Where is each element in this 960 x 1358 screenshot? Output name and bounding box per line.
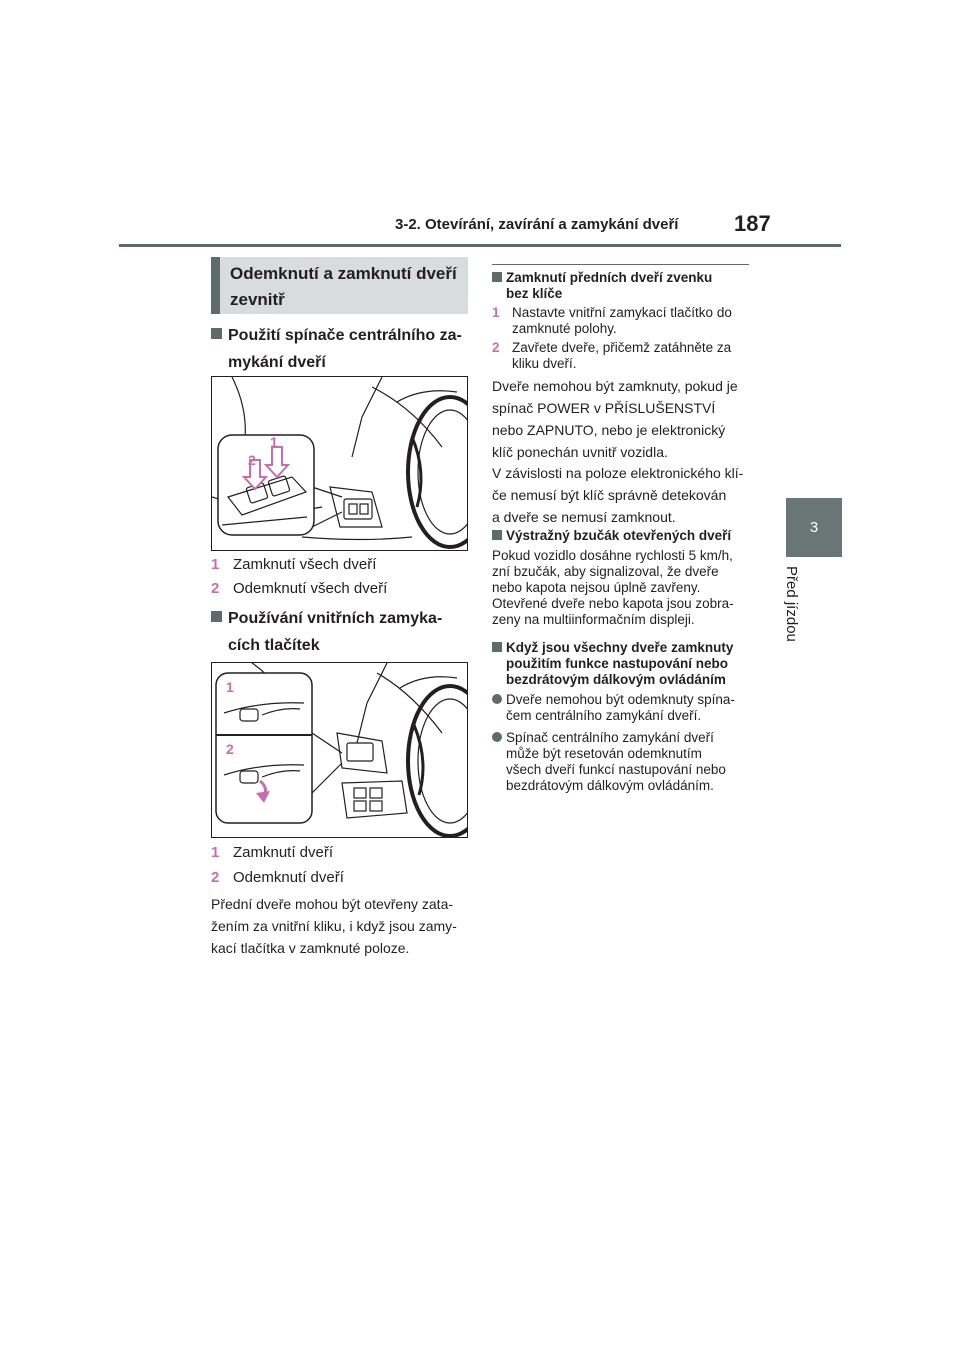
step-1 [492, 305, 774, 337]
subheading-line2: použitím funkce nastupování nebo [506, 656, 729, 671]
figure-inside-lock-button [211, 662, 468, 838]
text-line: nebo ZAPNUTO, nebo je elektronický [492, 422, 726, 438]
paragraph-open-door-buzzer [492, 548, 754, 628]
step-number: 1 [211, 556, 220, 573]
paragraph-lock-conditions [492, 375, 754, 463]
chapter-label: Před jízdou [783, 566, 800, 642]
bullet-line3: všech dveří funkcí nastupování nebo [506, 762, 726, 777]
subheading-line2: cích tlačítek [228, 637, 320, 654]
step-number: 1 [211, 844, 220, 861]
step-line1: Nastavte vnitřní zamykací tlačítko do [512, 305, 732, 320]
subheading-lock-without-key [492, 270, 754, 302]
subheading-line1: Použití spínače centrálního za- [228, 327, 462, 344]
step-number: 2 [211, 580, 220, 597]
subheading-line3: bezdrátovým dálkovým ovládáním [506, 672, 726, 687]
bullet-item [492, 692, 754, 724]
subheading-line1: Když jsou všechny dveře zamknuty [506, 640, 734, 655]
subheading-all-doors-locked [492, 640, 754, 688]
right-column-rule [492, 264, 749, 265]
step-1 [211, 844, 333, 861]
page-number: 187 [734, 211, 771, 236]
bullet-line4: bezdrátovým dálkovým ovládáním. [506, 778, 714, 793]
text-line: a dveře se nemusí zamknout. [492, 509, 676, 525]
text-line: kací tlačítka v zamknuté poloze. [211, 940, 410, 956]
subheading-line2: bez klíče [506, 286, 563, 301]
text-line: klíč ponechán uvnitř vozidla. [492, 444, 668, 460]
round-bullet-icon [492, 694, 502, 704]
square-bullet-icon [211, 328, 222, 339]
text-line: žením za vnitřní kliku, i když jsou zamy- [211, 918, 457, 934]
chapter-number: 3 [809, 519, 819, 536]
figure-label-2: 2 [226, 741, 234, 757]
step-number: 1 [492, 305, 500, 320]
text-line: zní bzučák, aby signalizoval, že dveře [492, 564, 719, 579]
step-text: Odemknutí dveří [233, 869, 344, 886]
round-bullet-icon [492, 732, 502, 742]
step-2 [211, 869, 344, 886]
main-heading-line2: zevnitř [230, 290, 285, 309]
header-rule [119, 244, 841, 247]
subheading-line1: Používání vnitřních zamyka- [228, 610, 443, 627]
subheading-open-door-buzzer [492, 528, 754, 544]
bullet-line1: Spínač centrálního zamykání dveří [506, 730, 714, 745]
subheading-central-lock [211, 322, 471, 376]
text-line: Přední dveře mohou být otevřeny zata- [211, 896, 454, 912]
main-heading-line1: Odemknutí a zamknutí dveří [230, 264, 457, 283]
bullet-line1: Dveře nemohou být odemknuty spína- [506, 692, 735, 707]
bullet-line2: může být resetován odemknutím [506, 746, 702, 761]
main-heading [211, 257, 468, 314]
step-text: Zamknutí dveří [233, 844, 334, 861]
text-line: če nemusí být klíč správně detekován [492, 487, 727, 503]
square-bullet-icon [492, 272, 502, 282]
text-line: V závislosti na poloze elektronického klí- [492, 465, 744, 481]
step-number: 2 [211, 869, 220, 886]
figure-label-1: 1 [270, 434, 278, 450]
step-line1: Zavřete dveře, přičemž zatáhněte za [512, 340, 732, 355]
paragraph-key-detection [492, 462, 754, 528]
text-line: Dveře nemohou být zamknuty, pokud je [492, 378, 738, 394]
text-line: spínač POWER v PŘÍSLUŠENSTVÍ [492, 400, 716, 416]
subheading-line1: Zamknutí předních dveří zvenku [506, 270, 713, 285]
section-title: 3-2. Otevírání, zavírání a zamykání dveří [395, 216, 679, 233]
subheading-inside-lock [211, 605, 471, 659]
central-lock-illustration [212, 377, 467, 550]
text-line: Pokud vozidlo dosáhne rychlosti 5 km/h, [492, 548, 733, 563]
square-bullet-icon [492, 530, 502, 540]
square-bullet-icon [211, 611, 222, 622]
bullet-item [492, 730, 754, 794]
subheading-line2: mykání dveří [228, 354, 326, 371]
text-line: Otevřené dveře nebo kapota jsou zobra- [492, 596, 734, 611]
step-2 [211, 580, 387, 597]
subheading-text: Výstražný bzučák otevřených dveří [506, 528, 732, 543]
step-line2: kliku dveří. [512, 356, 577, 371]
step-number: 2 [492, 340, 500, 355]
note-front-doors [211, 893, 473, 959]
text-line: zeny na multiinformačním displeji. [492, 612, 695, 627]
figure-label-2: 2 [248, 452, 256, 468]
step-text: Odemknutí všech dveří [233, 580, 388, 597]
step-2 [492, 340, 774, 372]
step-text: Zamknutí všech dveří [233, 556, 377, 573]
text-line: nebo kapota nejsou úplně zavřeny. [492, 580, 701, 595]
chapter-tab [786, 498, 842, 557]
figure-label-1: 1 [226, 679, 234, 695]
figure-central-lock-switch [211, 376, 468, 551]
chapter-tab-label [783, 566, 805, 646]
step-1 [211, 556, 376, 573]
inside-lock-illustration [212, 663, 467, 837]
step-line2: zamknuté polohy. [512, 321, 617, 336]
square-bullet-icon [492, 642, 502, 652]
bullet-line2: čem centrálního zamykání dveří. [506, 708, 702, 723]
